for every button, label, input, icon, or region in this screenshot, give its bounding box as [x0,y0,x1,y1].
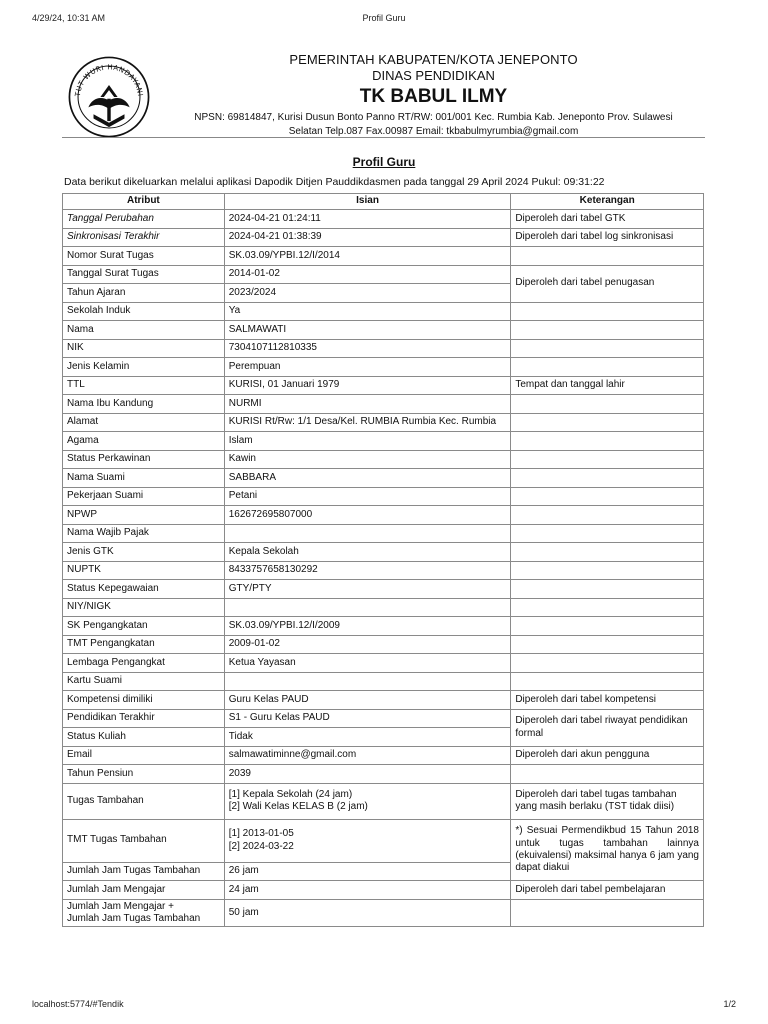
table-row [63,783,704,819]
row-attribute: Tahun Pensiun [63,765,225,784]
row-attribute: Jenis Kelamin [63,358,225,377]
row-attribute: Nama [63,321,225,340]
row-value: 2024-04-21 01:24:11 [224,210,511,229]
row-attribute: Email [63,746,225,765]
row-value: Kepala Sekolah [224,543,511,562]
table-row [63,672,704,691]
tut-wuri-handayani-logo [66,54,152,140]
table-row [63,635,704,654]
row-attribute: Status Perkawinan [63,450,225,469]
row-note [511,654,704,673]
row-attribute: Pekerjaan Suami [63,487,225,506]
row-value: S1 - Guru Kelas PAUD [224,709,511,728]
table-row [63,617,704,636]
print-url: localhost:5774/#Tendik [32,999,124,1009]
row-note: Tempat dan tanggal lahir [511,376,704,395]
row-value: GTY/PTY [224,580,511,599]
row-value: SABBARA [224,469,511,488]
print-datetime: 4/29/24, 10:31 AM [32,13,106,23]
row-value: salmawatiminne@gmail.com [224,746,511,765]
row-note [511,302,704,321]
column-header-isian: Isian [224,194,511,210]
row-note [511,561,704,580]
row-attribute: Nama Ibu Kandung [63,395,225,414]
row-note [511,450,704,469]
row-value: 2014-01-02 [224,265,511,284]
agency-name: DINAS PENDIDIKAN [372,68,495,83]
print-page-number: 1/2 [723,999,736,1009]
row-attribute-line: Jumlah Jam Mengajar + [67,900,174,912]
row-attribute: Tugas Tambahan [63,783,225,819]
row-note: Diperoleh dari akun pengguna [511,746,704,765]
row-value: SK.03.09/YPBI.12/I/2014 [224,247,511,266]
row-attribute: TTL [63,376,225,395]
row-attribute: Agama [63,432,225,451]
letterhead-text [162,50,705,139]
table-row [63,881,704,900]
row-value: Ya [224,302,511,321]
row-value: 2023/2024 [224,284,511,303]
row-note [511,487,704,506]
row-attribute-line: Jumlah Jam Tugas Tambahan [67,912,201,924]
table-row [63,302,704,321]
row-attribute: Jenis GTK [63,543,225,562]
table-row [63,450,704,469]
row-note [511,635,704,654]
row-note [511,432,704,451]
row-value: 2039 [224,765,511,784]
table-row [63,819,704,862]
row-attribute: Jumlah Jam Mengajar [63,881,225,900]
svg-text:TUT WURI HANDAYANI: TUT WURI HANDAYANI [72,62,146,98]
table-row [63,561,704,580]
row-value: 8433757658130292 [224,561,511,580]
table-row [63,580,704,599]
row-value: Guru Kelas PAUD [224,691,511,710]
table-row [63,247,704,266]
row-attribute: Tahun Ajaran [63,284,225,303]
row-attribute: Nomor Surat Tugas [63,247,225,266]
row-note [511,672,704,691]
row-value: SALMAWATI [224,321,511,340]
row-note [511,339,704,358]
row-attribute: NPWP [63,506,225,525]
row-attribute: NUPTK [63,561,225,580]
table-row [63,598,704,617]
row-value: 24 jam [224,881,511,900]
table-row [63,524,704,543]
row-note [511,765,704,784]
row-note: Diperoleh dari tabel riwayat pendidikan formal [511,709,704,746]
row-attribute [63,899,225,926]
row-note [511,469,704,488]
school-address-line2: Selatan Telp.087 Fax.00987 Email: tkbabulmyrumbia@gmail.com [288,126,579,137]
row-value-line: [1] 2013-01-05 [228,828,294,840]
row-note: Diperoleh dari tabel kompetensi [511,691,704,710]
print-page-title: Profil Guru [362,13,406,23]
table-row [63,746,704,765]
letterhead [62,50,705,137]
table-row [63,321,704,340]
row-attribute: Kompetensi dimiliki [63,691,225,710]
row-note [511,506,704,525]
row-attribute: Status Kuliah [63,728,225,747]
government-name: PEMERINTAH KABUPATEN/KOTA JENEPONTO [289,52,578,67]
table-row [63,487,704,506]
row-value-line: [2] 2024-03-22 [228,840,294,852]
table-row [63,210,704,229]
row-value [224,672,511,691]
school-address-line1: NPSN: 69814847, Kurisi Dusun Bonto Panno RT/RW: 001/001 Kec. Rumbia Kab. Jeneponto Prov. Sulawesi [194,112,673,123]
row-value: Perempuan [224,358,511,377]
row-attribute: Kartu Suami [63,672,225,691]
row-note [511,413,704,432]
table-row [63,709,704,728]
row-attribute: TMT Tugas Tambahan [63,819,225,862]
row-value: Islam [224,432,511,451]
row-attribute: Status Kepegawaian [63,580,225,599]
table-row [63,376,704,395]
row-value [224,524,511,543]
row-note [511,247,704,266]
row-value-line: [2] Wali Kelas KELAS B (2 jam) [228,801,368,812]
document-intro: Data berikut dikeluarkan melalui aplikasi Dapodik Ditjen Pauddikdasmen pada tanggal 29 April 2024 Pukul: 09:31:22 [64,176,605,188]
row-value: Ketua Yayasan [224,654,511,673]
row-value [224,783,511,819]
row-value: SK.03.09/YPBI.12/I/2009 [224,617,511,636]
table-row [63,339,704,358]
row-value: 2024-04-21 01:38:39 [224,228,511,247]
row-note: Diperoleh dari tabel pembelajaran [511,881,704,900]
row-note: *) Sesuai Permendikbud 15 Tahun 2018 untuk tugas tambahan lainnya (ekuivalensi) maksimal hanya 6 jam yang dapat diakui [511,819,704,881]
row-note [511,617,704,636]
row-note [511,543,704,562]
row-attribute: Nama Suami [63,469,225,488]
row-note: Diperoleh dari tabel log sinkronisasi [511,228,704,247]
row-attribute: TMT Pengangkatan [63,635,225,654]
row-attribute: Nama Wajib Pajak [63,524,225,543]
row-attribute: Tanggal Surat Tugas [63,265,225,284]
row-attribute: Pendidikan Terakhir [63,709,225,728]
row-attribute: Sinkronisasi Terakhir [63,228,225,247]
row-value: Kawin [224,450,511,469]
row-value: 50 jam [224,899,511,926]
table-row [63,413,704,432]
table-row [63,654,704,673]
school-name: TK BABUL ILMY [359,86,508,107]
row-note [511,358,704,377]
row-note [511,899,704,926]
row-attribute: Sekolah Induk [63,302,225,321]
table-row [63,395,704,414]
row-value [224,598,511,617]
table-row [63,506,704,525]
row-attribute: Jumlah Jam Tugas Tambahan [63,862,225,881]
row-value: 2009-01-02 [224,635,511,654]
row-attribute: Alamat [63,413,225,432]
row-note [511,598,704,617]
table-row [63,228,704,247]
row-note: Diperoleh dari tabel tugas tambahan yang masih berlaku (TST tidak diisi) [511,783,704,819]
table-row [63,469,704,488]
column-header-keterangan: Keterangan [511,194,704,210]
table-header-row [63,194,704,210]
row-value: Petani [224,487,511,506]
row-attribute: NIK [63,339,225,358]
row-note [511,321,704,340]
table-row [63,899,704,926]
row-note [511,524,704,543]
row-value: NURMI [224,395,511,414]
row-attribute: SK Pengangkatan [63,617,225,636]
table-row [63,543,704,562]
row-attribute: Tanggal Perubahan [63,210,225,229]
row-value [224,819,511,862]
row-value: 26 jam [224,862,511,881]
table-row [63,265,704,284]
profile-table [62,193,704,927]
row-note [511,395,704,414]
row-value: 7304107112810335 [224,339,511,358]
document-title: Profil Guru [352,155,416,169]
table-row [63,432,704,451]
table-row [63,691,704,710]
row-value-line: [1] Kepala Sekolah (24 jam) [228,788,353,800]
letterhead-divider [62,137,705,138]
row-note: Diperoleh dari tabel penugasan [511,265,704,302]
row-attribute: Lembaga Pengangkat [63,654,225,673]
row-value: Tidak [224,728,511,747]
row-value: KURISI Rt/Rw: 1/1 Desa/Kel. RUMBIA Rumbia Kec. Rumbia [224,413,511,432]
column-header-atribut: Atribut [63,194,225,210]
row-value: 162672695807000 [224,506,511,525]
row-note [511,580,704,599]
row-note: Diperoleh dari tabel GTK [511,210,704,229]
table-row [63,358,704,377]
row-value: KURISI, 01 Januari 1979 [224,376,511,395]
row-attribute: NIY/NIGK [63,598,225,617]
table-row [63,765,704,784]
